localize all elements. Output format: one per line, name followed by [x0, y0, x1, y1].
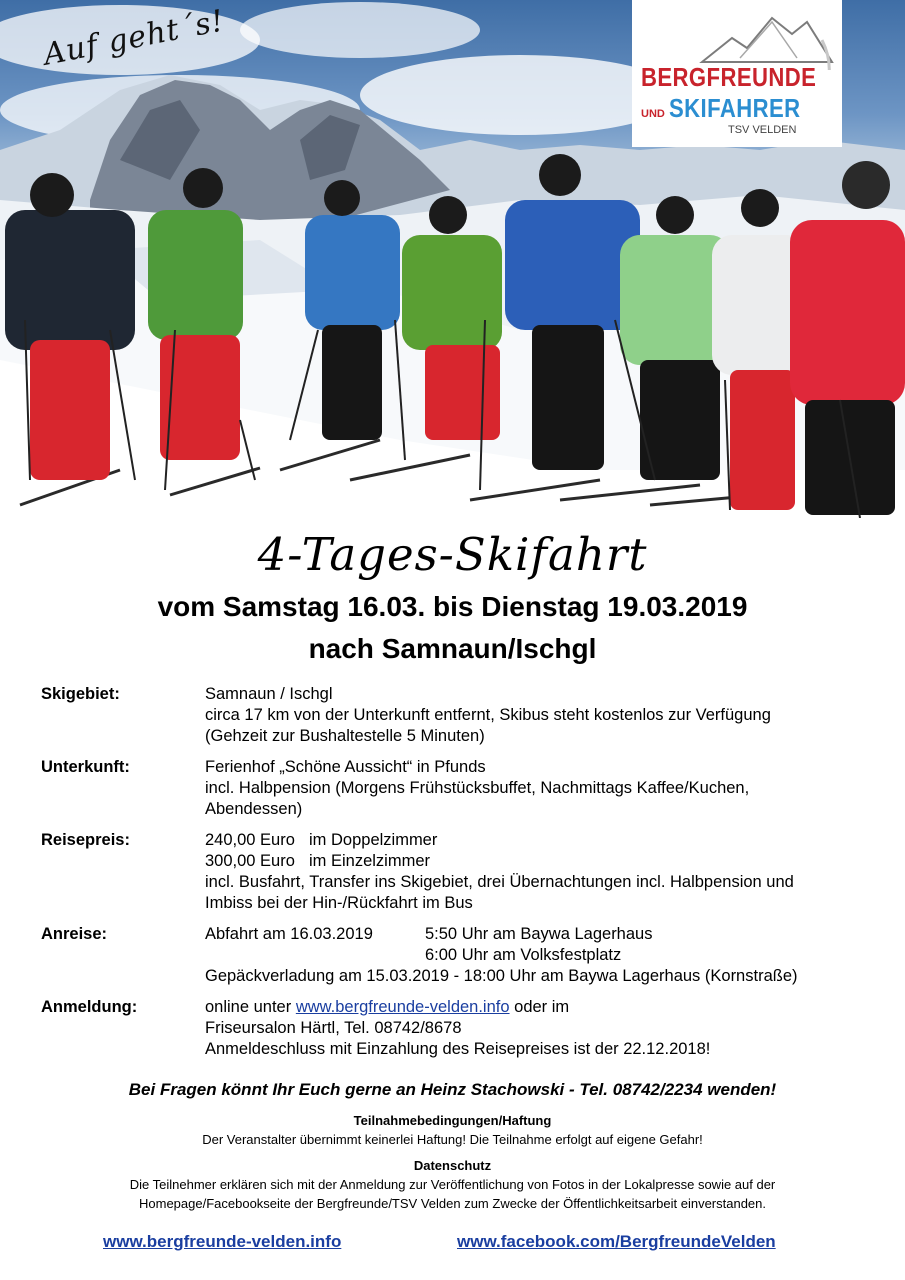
section-line: Ferienhof „Schöne Aussicht“ in Pfunds [205, 758, 486, 776]
section-line: circa 17 km von der Unterkunft entfernt, Skibus steht kostenlos zur Verfügung [205, 706, 771, 724]
section-line: Imbiss bei der Hin-/Rückfahrt im Bus [205, 894, 473, 912]
section-line: incl. Busfahrt, Transfer ins Skigebiet, drei Übernachtungen incl. Halbpension und [205, 873, 794, 891]
subtitle-destination: nach Samnaun/Ischgl [308, 633, 597, 664]
section-line: Samnaun / Ischgl [205, 685, 333, 703]
registration-online [205, 997, 871, 1018]
section-line: (Gehzeit zur Bushaltestelle 5 Minuten) [205, 727, 485, 745]
section-label: Anreise: [41, 925, 108, 943]
club-logo [632, 0, 842, 147]
section-label: Unterkunft: [41, 758, 130, 776]
luggage-line: Gepäckverladung am 15.03.2019 - 18:00 Uhr am Baywa Lagerhaus (Kornstraße) [205, 967, 798, 985]
liability-heading: Teilnahmebedingungen/Haftung [353, 1113, 552, 1128]
section-skigebiet [41, 684, 871, 747]
contact-line: Bei Fragen könnt Ihr Euch gerne an Heinz Stachowski - Tel. 08742/2234 wenden! [128, 1080, 777, 1099]
price-double: 240,00 Euro [205, 831, 295, 849]
details-list [41, 684, 871, 1070]
section-anmeldung [41, 997, 871, 1060]
departure-line [205, 945, 871, 966]
section-line: Friseursalon Härtl, Tel. 08742/8678 [205, 1019, 462, 1037]
section-unterkunft [41, 757, 871, 820]
privacy-text-1: Die Teilnehmer erklären sich mit der Anmeldung zur Veröffentlichung von Fotos in der Lokalpresse sowie auf der [129, 1177, 776, 1192]
price-line [205, 830, 871, 851]
logo-skifahrer: SKIFAHRER [669, 93, 801, 123]
section-anreise [41, 924, 871, 987]
price-line [205, 851, 871, 872]
footer-website-link[interactable]: www.bergfreunde-velden.info [103, 1232, 342, 1251]
section-label: Anmeldung: [41, 998, 138, 1016]
departure-time-2: 6:00 Uhr am Volksfestplatz [425, 946, 622, 964]
slogan-text: Auf geht´s! [40, 3, 228, 73]
privacy-block [0, 1156, 905, 1213]
departure-line [205, 924, 871, 945]
logo-und: UND [641, 108, 665, 120]
privacy-heading: Datenschutz [413, 1158, 492, 1173]
departure-date: Abfahrt am 16.03.2019 [205, 925, 373, 943]
subtitle-dates: vom Samstag 16.03. bis Dienstag 19.03.2019 [157, 591, 748, 622]
logo-line-bergfreunde: BERGFREUNDE [641, 62, 817, 92]
section-line: incl. Halbpension (Morgens Frühstücksbuffet, Nachmittags Kaffee/Kuchen, [205, 779, 750, 797]
section-line: Abendessen) [205, 800, 303, 818]
section-line: Anmeldeschluss mit Einzahlung des Reisepreises ist der 22.12.2018! [205, 1040, 711, 1058]
price-single: 300,00 Euro [205, 852, 295, 870]
section-reisepreis [41, 830, 871, 914]
section-label: Skigebiet: [41, 685, 120, 703]
departure-time-1: 5:50 Uhr am Baywa Lagerhaus [425, 925, 653, 943]
price-double-note: im Doppelzimmer [309, 831, 438, 849]
liability-block [0, 1111, 905, 1149]
privacy-text-2: Homepage/Facebookseite der Bergfreunde/TSV Velden zum Zwecke der Öffentlichkeitsarbeit einverstanden. [139, 1196, 766, 1211]
page-title: 4-Tages-Skifahrt [257, 528, 648, 581]
online-suffix: oder im [514, 998, 570, 1016]
hero-photo [0, 0, 905, 518]
price-single-note: im Einzelzimmer [309, 852, 431, 870]
footer-facebook-link[interactable]: www.facebook.com/BergfreundeVelden [457, 1232, 776, 1251]
logo-line-tsv: TSV VELDEN [728, 124, 797, 136]
mountain-logo-icon [632, 0, 842, 70]
section-label: Reisepreis: [41, 831, 130, 849]
registration-link[interactable]: www.bergfreunde-velden.info [295, 998, 510, 1016]
liability-text: Der Veranstalter übernimmt keinerlei Haftung! Die Teilnahme erfolgt auf eigene Gefahr! [202, 1132, 703, 1147]
logo-line-skifahrer [641, 93, 824, 124]
online-prefix: online unter [205, 998, 292, 1016]
